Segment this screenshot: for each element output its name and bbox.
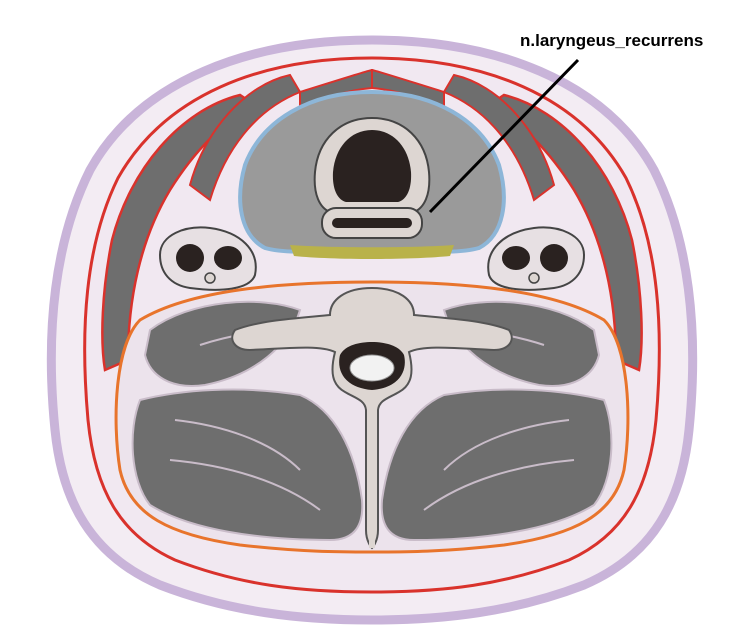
spinal-cord bbox=[350, 355, 394, 381]
nerve-label: n.laryngeus_recurrens bbox=[520, 31, 704, 50]
esophagus-lumen bbox=[332, 218, 412, 228]
